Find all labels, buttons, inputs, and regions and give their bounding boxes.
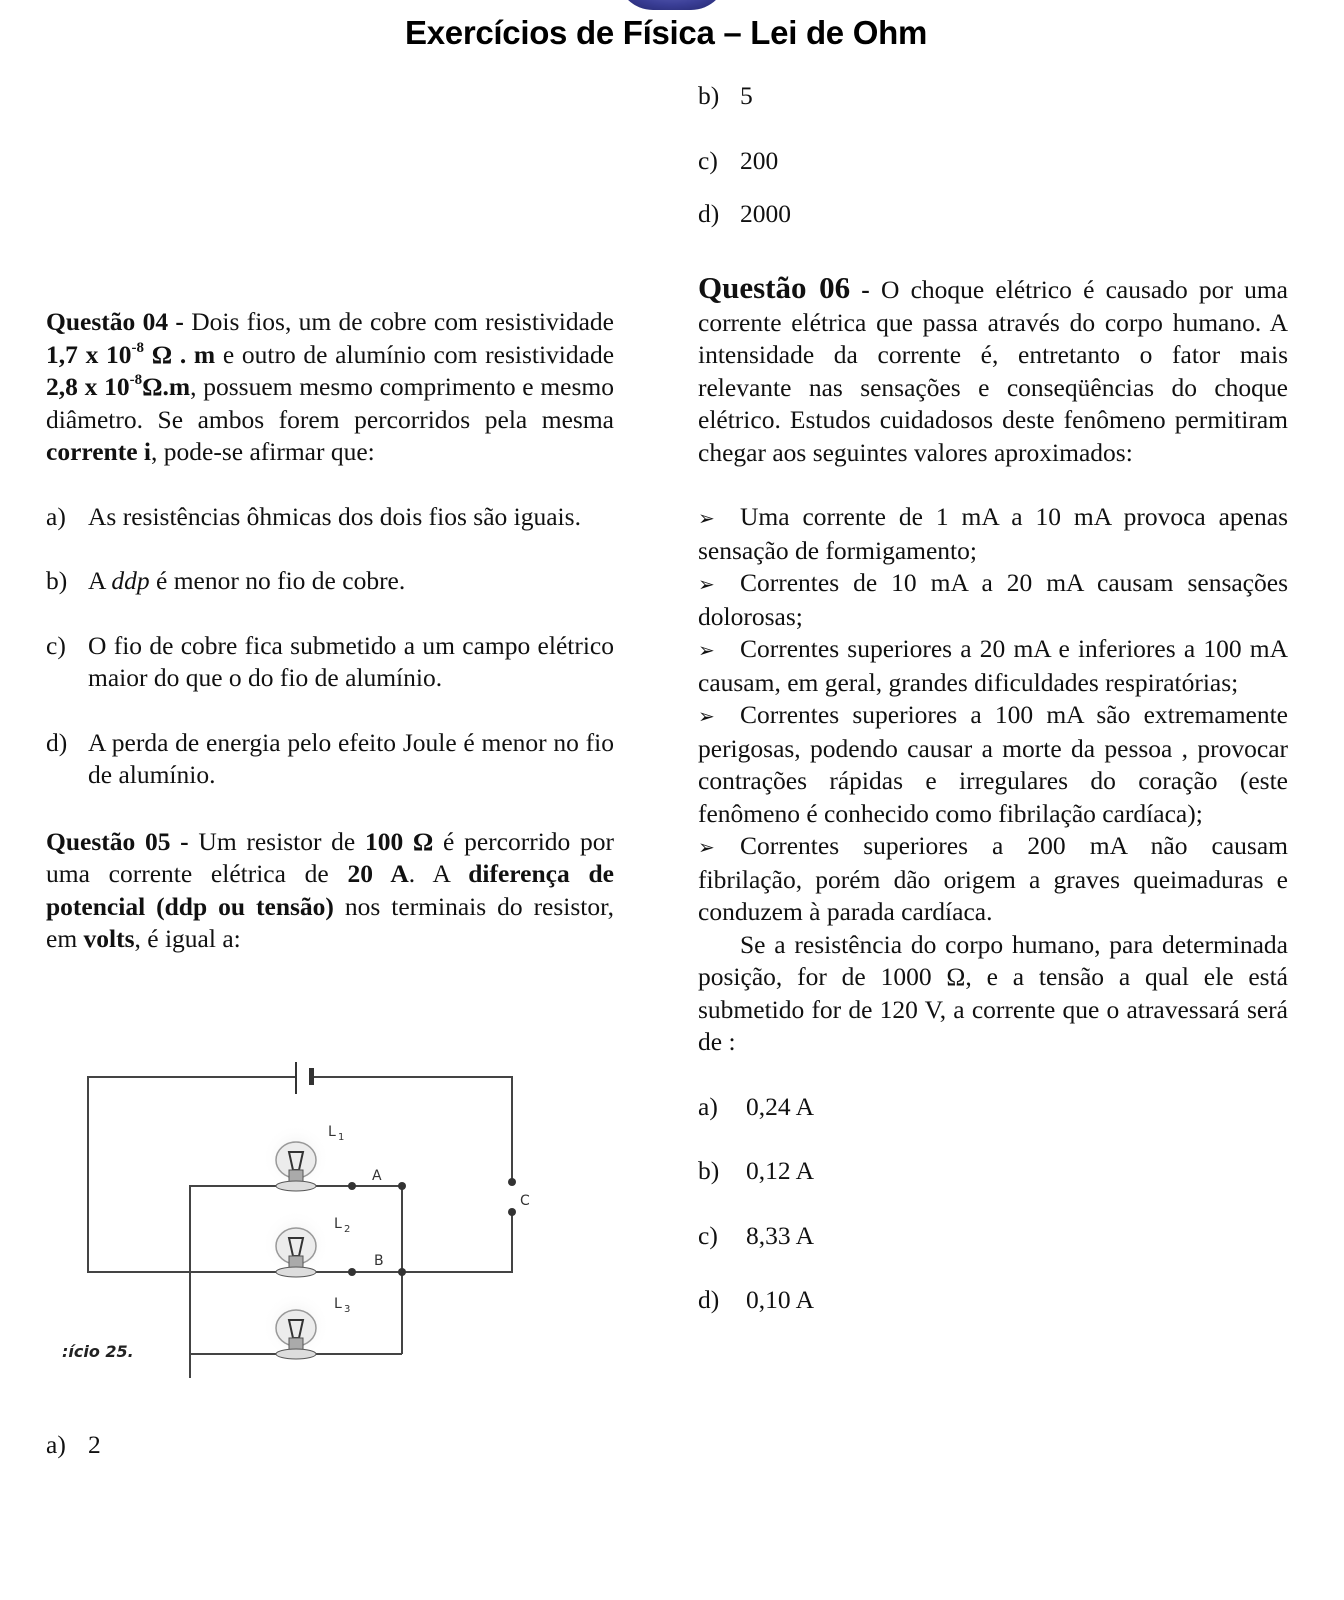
svg-text:2: 2 xyxy=(344,1224,351,1235)
option-label: a) xyxy=(698,1091,718,1121)
q06-label: Questão 06 xyxy=(698,270,851,305)
lamp-l3-icon xyxy=(262,1292,330,1360)
q05-options-continued xyxy=(698,80,998,231)
page-title: Exercícios de Física – Lei de Ohm xyxy=(405,14,927,51)
right-column-q06 xyxy=(698,272,1288,1317)
option-label: c) xyxy=(698,145,718,175)
option-text: 0,24 A xyxy=(746,1091,815,1121)
svg-text:3: 3 xyxy=(344,1304,351,1315)
q06-option-c[interactable] xyxy=(698,1220,1288,1253)
option-text: A perda de energia pelo efeito Joule é menor no fio de alumínio. xyxy=(88,727,614,789)
svg-text:L: L xyxy=(334,1296,342,1312)
q04-option-c[interactable] xyxy=(46,630,614,695)
q06-option-a[interactable] xyxy=(698,1091,1288,1124)
left-column xyxy=(46,306,614,956)
option-label: c) xyxy=(698,1220,718,1250)
option-label: d) xyxy=(698,199,720,228)
option-text: 0,10 A xyxy=(746,1285,815,1314)
q06-bullet: ➢ Correntes superiores a 100 mA são extremamente perigosas, podendo causar a morte da pessoa , provocar contrações rápidas e irregulares do coração (este fenômeno é conhecido como fibrilação cardíaca); xyxy=(698,700,1288,828)
svg-text:L: L xyxy=(334,1216,342,1232)
option-label: a) xyxy=(46,501,66,531)
q05-option-d[interactable] xyxy=(698,198,998,231)
option-label: d) xyxy=(46,727,68,757)
arrow-bullet-icon: ➢ xyxy=(698,638,715,662)
option-label: b) xyxy=(698,1156,720,1185)
option-text: 5 xyxy=(740,81,753,110)
svg-text:A: A xyxy=(372,1168,382,1184)
option-text: 200 xyxy=(740,145,779,175)
q05-option-b[interactable] xyxy=(698,80,998,113)
q04-option-b[interactable] xyxy=(46,565,614,598)
q06-closing: Se a resistência do corpo humano, para determinada posição, for de 1000 Ω, e a tensão a qual ele está submetido for de 120 V, a corrente que o atravessará será de : xyxy=(698,929,1288,1056)
q06-bullet: ➢ Correntes superiores a 200 mA não causam fibrilação, porém dão origem a graves queimaduras e conduzem à parada cardíaca. xyxy=(698,831,1288,926)
q06-option-d[interactable] xyxy=(698,1284,1288,1317)
option-label: a) xyxy=(46,1430,66,1459)
option-text: 2000 xyxy=(740,199,791,228)
q06-option-b[interactable] xyxy=(698,1155,1288,1188)
circuit-diagram xyxy=(56,1058,556,1378)
q06-bullet: ➢ Correntes superiores a 20 mA e inferiores a 100 mA causam, em geral, grandes dificuldades respiratórias; xyxy=(698,634,1288,697)
svg-text:B: B xyxy=(374,1253,384,1269)
lamp-l2-icon xyxy=(262,1210,330,1278)
option-text: 2 xyxy=(88,1430,101,1459)
option-label: c) xyxy=(46,630,66,660)
svg-text:L: L xyxy=(328,1124,336,1140)
option-text: 0,12 A xyxy=(746,1156,815,1185)
battery-icon xyxy=(296,1062,314,1094)
q05-option-c[interactable] xyxy=(698,145,998,178)
q06-bullet: ➢ Uma corrente de 1 mA a 10 mA provoca apenas sensação de formigamento; xyxy=(698,502,1288,565)
q04-stem: Questão 04 - Dois fios, um de cobre com resistividade 1,7 x $10^{-8}$ Ω . m e outro de alumínio com resistividade 2,8 x $10^{-8}\Omega.m$, possuem mesmo comprimento e mesmo diâmetro. Se ambos forem percorridos pela mesma corrente i, pode-se afirmar que: xyxy=(46,307,615,466)
figure-caption: :ício 25. xyxy=(62,1342,134,1361)
q04-label: Questão 04 - xyxy=(46,307,184,336)
option-text: A ddp é menor no fio de cobre. xyxy=(88,566,406,595)
arrow-bullet-icon: ➢ xyxy=(698,572,715,596)
lamp-l1-icon xyxy=(262,1124,330,1192)
q04-option-d[interactable] xyxy=(46,727,614,792)
svg-text:C: C xyxy=(520,1193,530,1209)
option-label: d) xyxy=(698,1285,720,1314)
q05-label: Questão 05 - xyxy=(46,826,189,856)
q05-option-a[interactable] xyxy=(46,1430,246,1460)
arrow-bullet-icon: ➢ xyxy=(698,704,715,728)
q05-stem: Questão 05 - Um resistor de 100 Ω é percorrido por uma corrente elétrica de 20 A. A diferença de potencial (ddp ou tensão) nos terminais do resistor, em volts, é igual a: xyxy=(46,826,615,953)
option-text: O fio de cobre fica submetido a um campo elétrico maior do que o do fio de alumínio. xyxy=(88,630,614,692)
arrow-bullet-icon: ➢ xyxy=(698,506,715,530)
option-label: b) xyxy=(698,81,720,110)
svg-text:1: 1 xyxy=(338,1132,345,1143)
logo-emblem xyxy=(617,0,727,10)
option-text: 8,33 A xyxy=(746,1220,815,1250)
option-text: As resistências ôhmicas dos dois fios são iguais. xyxy=(88,501,581,531)
q04-option-a[interactable] xyxy=(46,501,614,534)
option-label: b) xyxy=(46,566,68,595)
q06-stem: Questão 06 - O choque elétrico é causado por uma corrente elétrica que passa através do corpo humano. A intensidade da corrente é, entretanto o fator mais relevante nas sensações e conseqüências do choque elétrico. Estudos cuidadosos deste fenômeno permitiram chegar aos seguintes valores aproximados: xyxy=(698,270,1288,467)
arrow-bullet-icon: ➢ xyxy=(698,835,715,859)
q06-bullet: ➢ Correntes de 10 mA a 20 mA causam sensações dolorosas; xyxy=(698,568,1288,631)
q06-bullet-list xyxy=(698,501,1288,929)
